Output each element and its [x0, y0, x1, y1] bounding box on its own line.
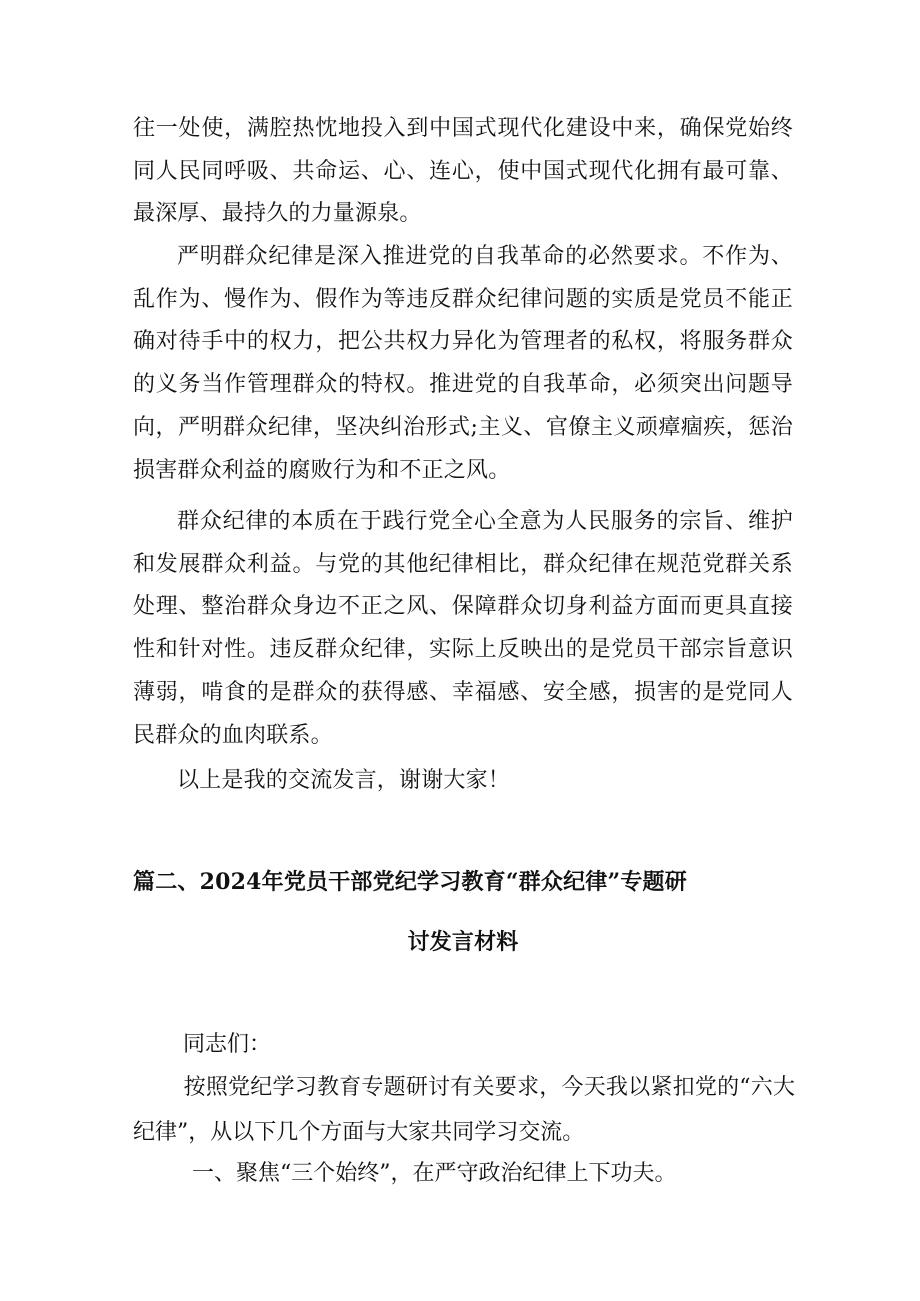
- paragraph-discipline-essence: 群众纪律的本质在于践行党全心全意为人民服务的宗旨、维护和发展群众利益。与党的其他纪律相比，群众纪律在规范党群关系处理、整治群众身边不正之风、保障群众切身利益方面而更具直接性和针对性。违反群众纪律，实际上反映出的是党员干部宗旨意识薄弱，啃食的是群众的获得感、幸福感、安全感，损害的是党同人民群众的血肉联系。: [133, 509, 793, 748]
- paragraph-continuation: 往一处使，满腔热忱地投入到中国式现代化建设中来，确保党始终同人民同呼吸、共命运、心、连心，使中国式现代化拥有最可靠、最深厚、最持久的力量源泉。: [133, 116, 793, 227]
- subheading-one: 一、聚焦“三个始终”，在严守政治纪律上下功夫。: [192, 1161, 677, 1186]
- heading-line-1: 篇二、2024年党员干部党纪学习教育“群众纪律”专题研: [133, 869, 687, 895]
- salutation: 同志们：: [183, 1032, 272, 1057]
- paragraph-intro: 按照党纪学习教育专题研讨有关要求，今天我以紧扣党的“六大纪律”，从以下几个方面与大家共同学习交流。: [133, 1075, 795, 1145]
- heading-line-2: 讨发言材料: [407, 929, 519, 955]
- paragraph-self-revolution: 严明群众纪律是深入推进党的自我革命的必然要求。不作为、乱作为、慢作为、假作为等违反群众纪律问题的实质是党员不能正确对待手中的权力，把公共权力异化为管理者的私权，将服务群众的义务当作管理群众的特权。推进党的自我革命，必须突出问题导向，严明群众纪律，坚决纠治形式;主义、官僚主义顽瘴痼疾，惩治损害群众利益的腐败行为和不正之风。: [133, 244, 793, 483]
- paragraph-closing: 以上是我的交流发言，谢谢大家！: [177, 768, 511, 793]
- section-heading: [133, 852, 793, 972]
